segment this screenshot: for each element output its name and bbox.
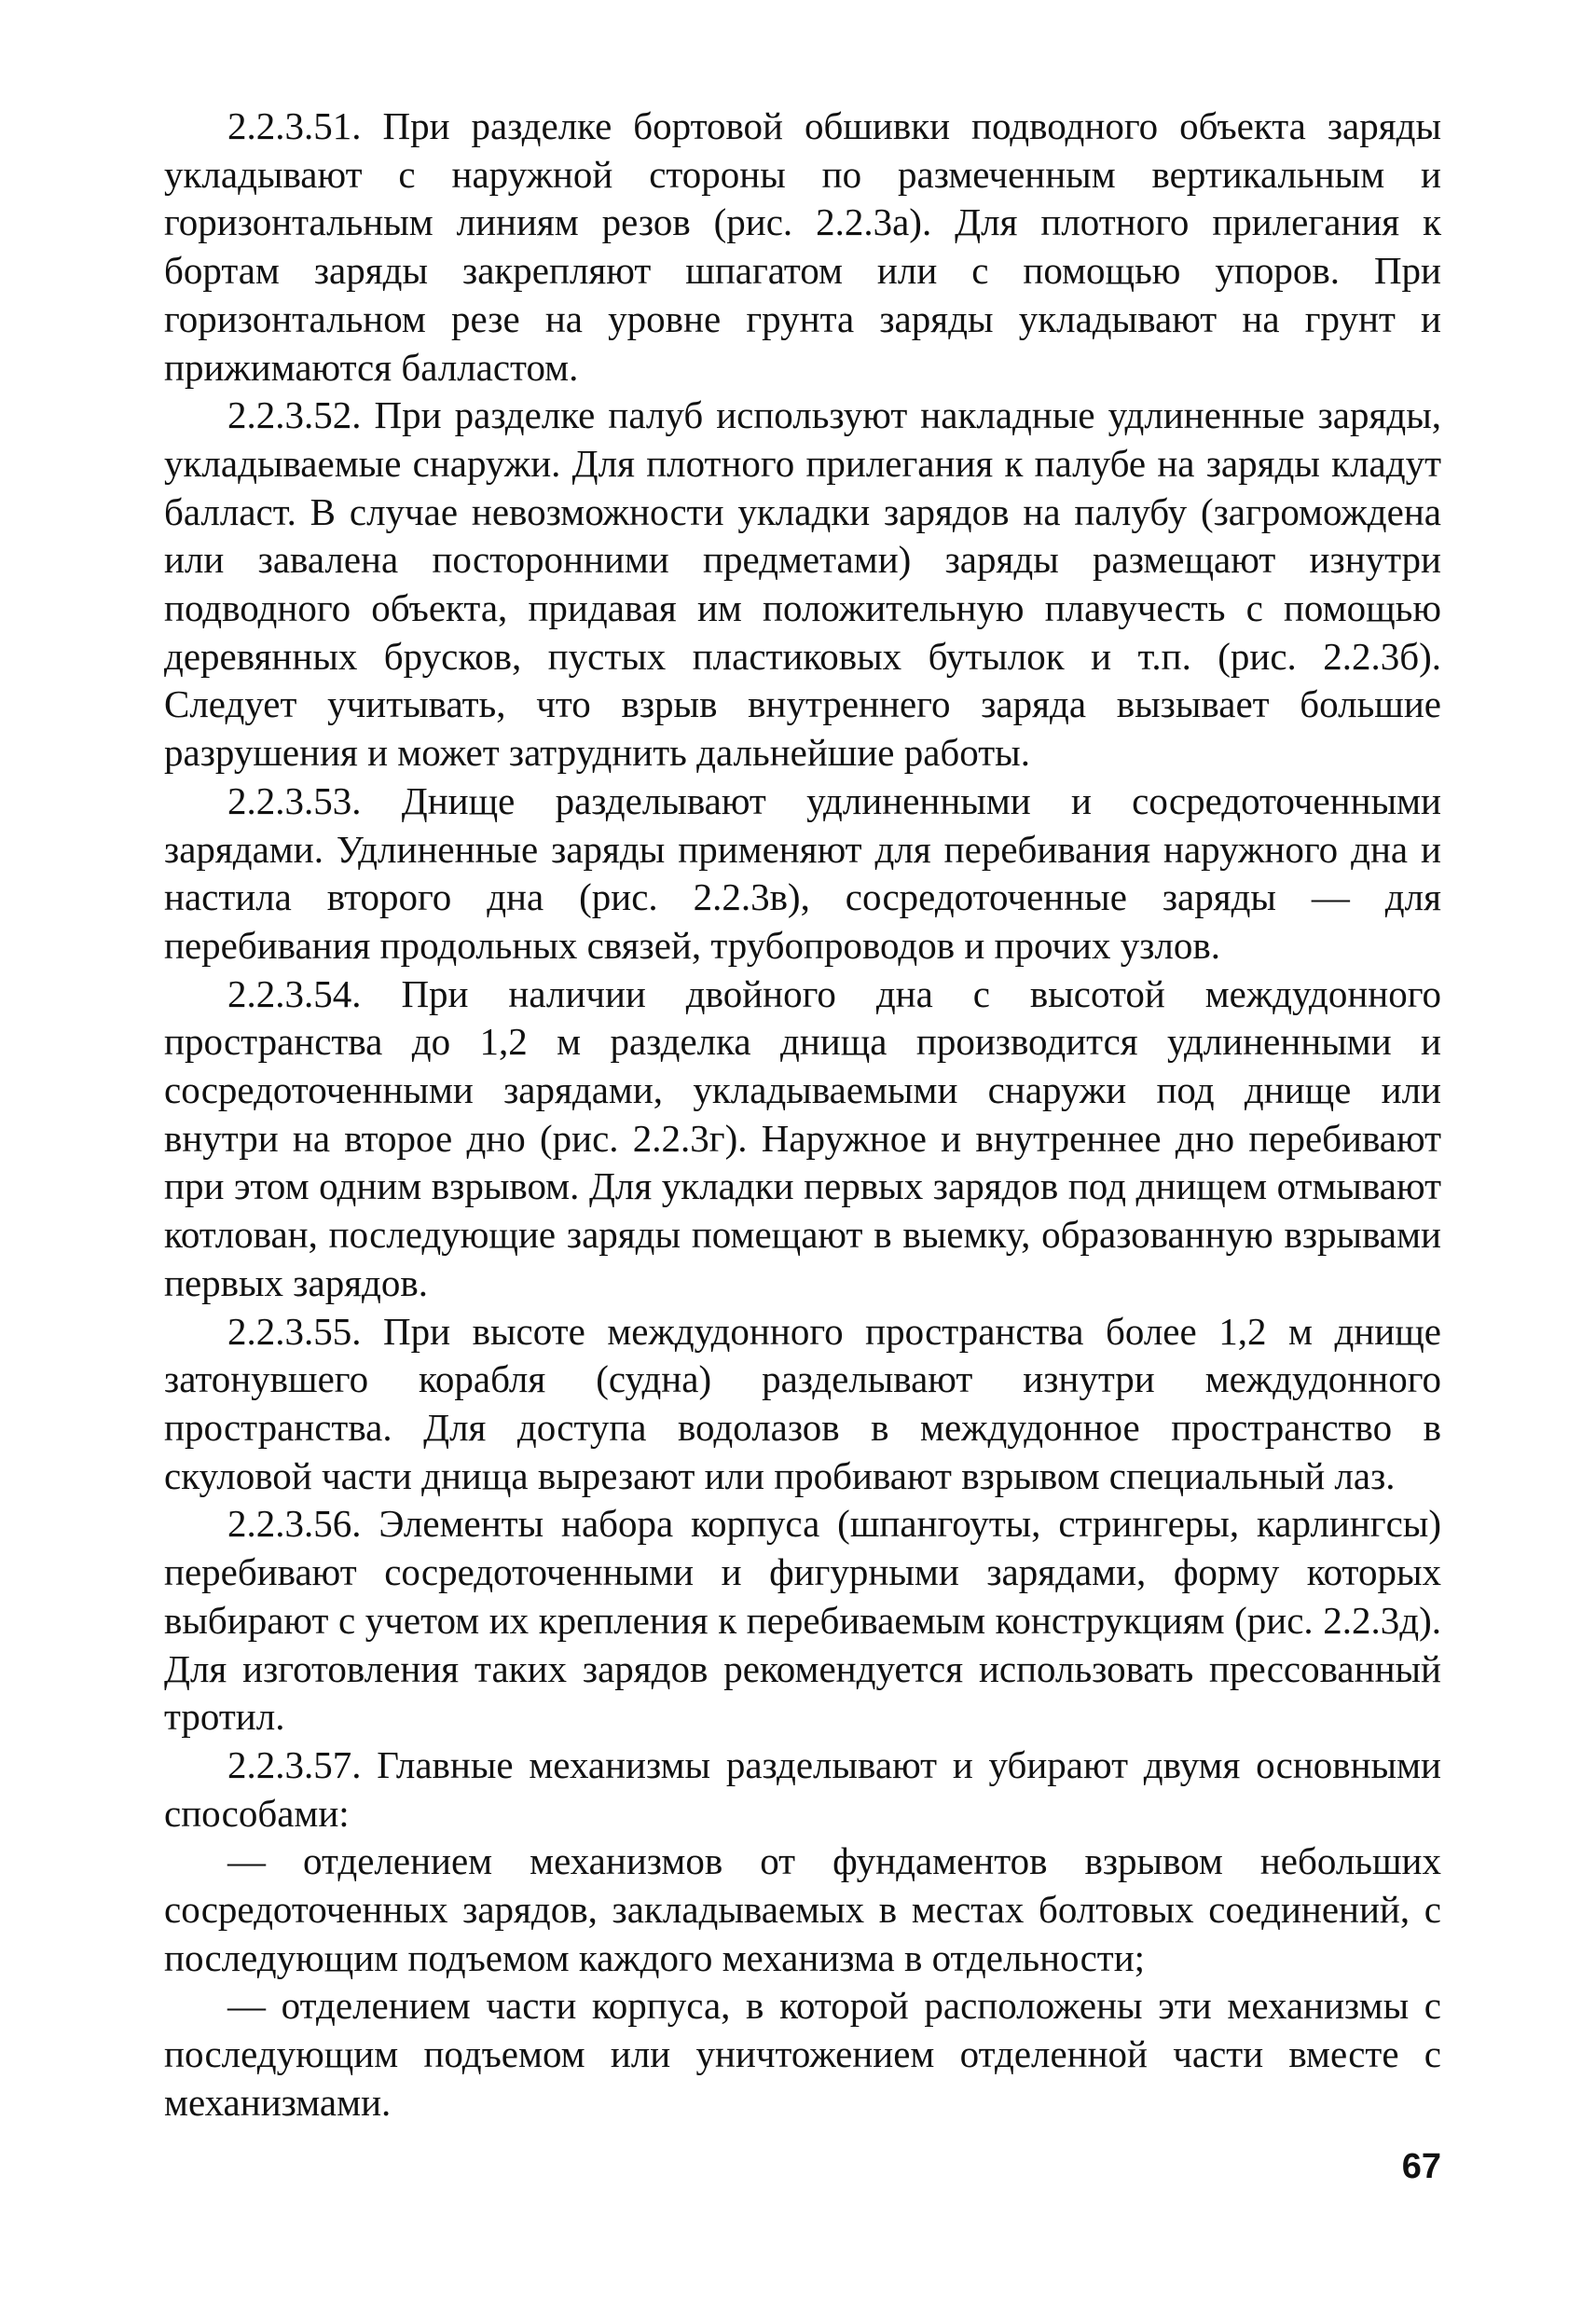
page-number: 67 [1401, 2147, 1441, 2186]
paragraph-2-2-3-54: 2.2.3.54. При наличии двойного дна с высотой междудонного пространства до 1,2 м разделка днища производится удлиненными и сосредоточенными зарядами, укладываемыми снаружи под днище или внутри на второе дно (рис. 2.2.3г). Наружное и внутреннее дно перебивают при этом одним взрывом. Для укладки первых зарядов под днищем отмывают котлован, последующие заряды помещают в выемку, образованную взрывами первых зарядов. [164, 971, 1441, 1304]
paragraph-2-2-3-55: 2.2.3.55. При высоте междудонного пространства более 1,2 м днище затонувшего корабля (судна) разделывают изнутри междудонного пространства. Для доступа водолазов в междудонное пространство в скуловой части днища вырезают или пробивают взрывом специальный лаз. [164, 1309, 1441, 1497]
paragraph-2-2-3-57: 2.2.3.57. Главные механизмы разделывают и убирают двумя основными способами: [164, 1742, 1441, 1835]
paragraph-2-2-3-52: 2.2.3.52. При разделке палуб используют накладные удлиненные заряды, укладываемые снаружи. Для плотного прилегания к палубе на заряды кладут балласт. В случае невозможности укладки зарядов на палубу (загромождена или завалена посторонними предметами) заряды размещают изнутри подводного объекта, придавая им положительную плавучесть с помощью деревянных брусков, пустых пластиковых бутылок и т.п. (рис. 2.2.3б). Следует учитывать, что взрыв внутреннего заряда вызывает большие разрушения и может затруднить дальнейшие работы. [164, 393, 1441, 775]
list-item-method-2: — отделением части корпуса, в которой расположены эти механизмы с последующим подъемом или уничтожением отделенной части вместе с механизмами. [164, 1984, 1441, 2124]
paragraph-2-2-3-51: 2.2.3.51. При разделке бортовой обшивки подводного объекта заряды укладывают с наружной стороны по размеченным вертикальным и горизонтальным линиям резов (рис. 2.2.3а). Для плотного прилегания к бортам заряды закрепляют шпагатом или с помощью упоров. При горизонтальном резе на уровне грунта заряды укладывают на грунт и прижимаются балластом. [164, 104, 1441, 389]
paragraph-2-2-3-56: 2.2.3.56. Элементы набора корпуса (шпангоуты, стрингеры, карлингсы) перебивают сосредоточенными и фигурными зарядами, форму которых выбирают с учетом их крепления к перебиваемым конструкциям (рис. 2.2.3д). Для изготовления таких зарядов рекомендуется использовать прессованный тротил. [164, 1502, 1441, 1739]
body-text [164, 103, 1441, 2127]
paragraph-2-2-3-53: 2.2.3.53. Днище разделывают удлиненными и сосредоточенными зарядами. Удлиненные заряды применяют для перебивания наружного дна и настила второго дна (рис. 2.2.3в), сосредоточенные заряды — для перебивания продольных связей, трубопроводов и прочих узлов. [164, 778, 1441, 967]
list-item-method-1: — отделением механизмов от фундаментов взрывом небольших сосредоточенных зарядов, закладываемых в местах болтовых соединений, с последующим подъемом каждого механизма в отдельности; [164, 1839, 1441, 1979]
